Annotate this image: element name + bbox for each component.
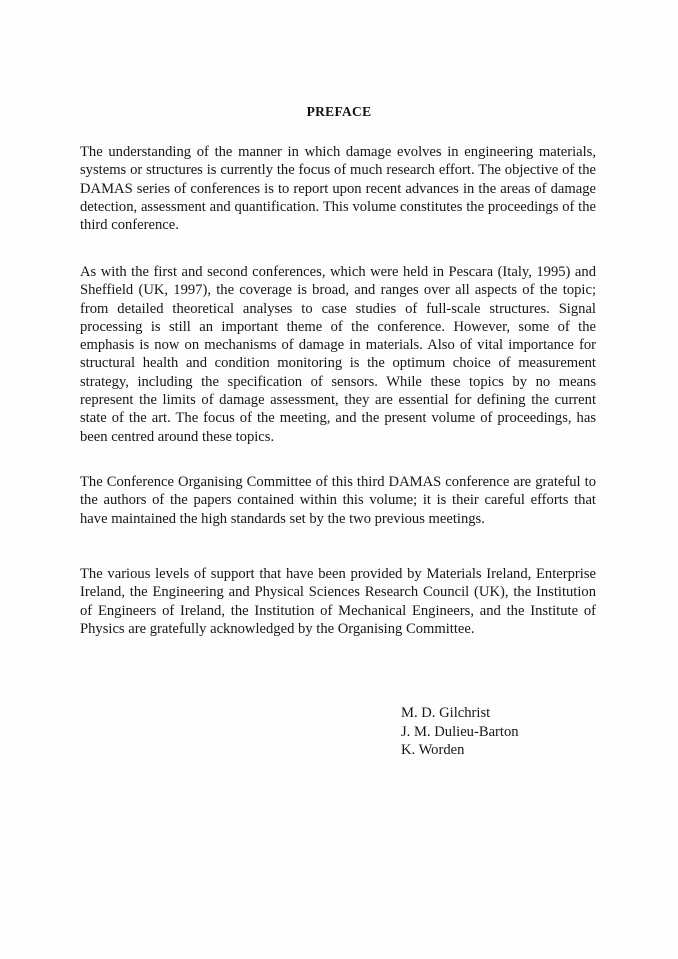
preface-paragraph-4: The various levels of support that have been provided by Materials Ireland, Enterprise Ireland, the Engineering and Physical Sciences Research Council (UK), the Institution of Engineers of Ireland, the Institution of Mechanical Engineers, and the Institute of Physics are gratefully acknowledged by the Organising Committee. (80, 566, 596, 637)
signature-block (401, 704, 519, 760)
preface-paragraph-1: The understanding of the manner in which damage evolves in engineering materials, systems or structures is currently the focus of much research effort. The objective of the DAMAS series of conferences is to report upon recent advances in the areas of damage detection, assessment and quantification. This volume constitutes the proceedings of the third conference. (80, 144, 596, 234)
page-heading: PREFACE (306, 104, 372, 119)
signatory-1: M. D. Gilchrist (401, 705, 491, 721)
preface-paragraph-2: As with the first and second conferences, which were held in Pescara (Italy, 1995) and Sheffield (UK, 1997), the coverage is broad, and ranges over all aspects of the topic; from detailed theoretical analyses to case studies of full-scale structures. Signal processing is still an important theme of the conference. However, some of the emphasis is now on mechanisms of damage in materials. Also of vital importance for structural health and condition monitoring is the optimum choice of measurement strategy, including the specification of sensors. While these topics by no means represent the limits of damage assessment, they are essential for defining the current state of the art. The focus of the meeting, and the present volume of proceedings, has been centred around these topics. (80, 264, 596, 445)
preface-paragraph-3: The Conference Organising Committee of this third DAMAS conference are grateful to the authors of the papers contained within this volume; it is their careful efforts that have maintained the high standards set by the two previous meetings. (80, 474, 596, 527)
signatory-3: K. Worden (401, 742, 465, 758)
signatory-2: J. M. Dulieu-Barton (401, 723, 519, 740)
